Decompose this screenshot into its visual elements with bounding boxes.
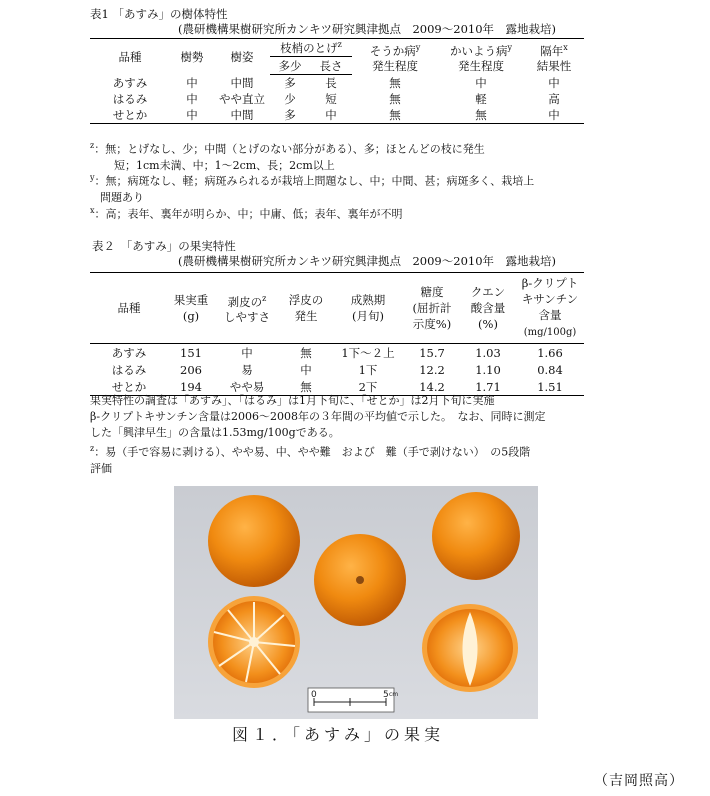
table1 (90, 38, 584, 124)
t1-header-alternate-label: 隔年 (540, 43, 564, 58)
table-row (90, 75, 584, 92)
t1-cell-variety: はるみ (112, 92, 148, 106)
t2-header-peel-1: 剥皮の (227, 294, 263, 309)
t1-header-thorn-label: 枝梢のとげ (280, 40, 338, 55)
t2-header-peel-2: しやすさ (224, 310, 270, 325)
t1-cell-scab: 無 (389, 108, 401, 122)
t2-cell-variety: あすみ (111, 345, 147, 360)
t2-header-weight-1: 果実重 (173, 293, 209, 307)
t2-cell-sugar: 14.2 (419, 379, 445, 394)
t1-note-x-mark: x (90, 206, 95, 215)
t1-cell-canker: 軽 (475, 92, 487, 106)
t2-header-bcx (516, 273, 584, 344)
fruit-photo-svg (174, 486, 538, 719)
t2-header-peel (214, 273, 280, 344)
t2-cell-maturity: 1下 (358, 362, 378, 377)
t2-note-main-2: β-クリプトキサンチン含量は2006～2008年の３年間の平均値で示した。 なお、同時に測定 (90, 410, 546, 423)
t1-header-thorn-mark: z (337, 39, 342, 49)
t2-note-z-1: ：易（手で容易に剥ける）、やや易、中、やや難 および 難（手で剥けない） の5段階 (94, 445, 531, 459)
table-row (90, 361, 584, 378)
t2-header-bcx-1: β-クリプト (521, 276, 579, 290)
t1-note-y (90, 170, 610, 206)
t1-note-x (90, 203, 610, 223)
fruit-photo (174, 486, 538, 719)
t1-cell-alternate: 中 (548, 75, 560, 90)
t1-header-form: 樹姿 (230, 49, 254, 64)
t1-header-thorn (270, 39, 352, 57)
table2-caption: 表２ 「あすみ」の果実特性 (92, 239, 236, 253)
t2-note-z (90, 441, 630, 477)
table-row (90, 107, 584, 124)
table1-caption: 表1 「あすみ」の樹体特性 (90, 7, 228, 21)
t1-header-canker-label: かいよう病 (449, 43, 508, 58)
fruit-stem-icon (356, 576, 364, 584)
t1-cell-scab: 無 (389, 75, 401, 90)
t2-header-maturity-1: 成熟期 (350, 293, 386, 307)
t2-header-sugar-1: 糖度 (420, 285, 444, 299)
t2-header-sugar-2: (屈折計 (412, 301, 452, 315)
t1-note-z (90, 138, 610, 174)
t1-cell-amount: 少 (284, 92, 296, 106)
t2-cell-bcx: 0.84 (537, 362, 563, 377)
t2-header-variety: 品種 (90, 273, 168, 344)
t2-cell-puff: 無 (300, 379, 312, 394)
t1-header-variety: 品種 (118, 49, 142, 64)
t1-cell-amount: 多 (284, 108, 296, 122)
t1-header-thorn-length: 長さ (310, 57, 352, 75)
t2-cell-peel: 易 (241, 362, 253, 377)
t2-header-sugar (404, 273, 460, 344)
figure-caption: 図１．「あすみ」の果実 (232, 725, 445, 744)
t2-header-puff (280, 273, 332, 344)
t2-header-maturity (332, 273, 404, 344)
t2-header-maturity-2: (月旬) (352, 309, 384, 323)
t2-header-acid (460, 273, 516, 344)
author: （吉岡照高） (594, 773, 684, 789)
t1-header-alternate (524, 39, 584, 75)
t1-cell-vigor: 中 (186, 108, 198, 122)
fruit-longitudinal-section (422, 604, 518, 692)
t2-cell-sugar: 12.2 (419, 362, 445, 377)
table2-subtitle: (農研機構果樹研究所カンキツ研究興津拠点 2009～2010年 露地栽培) (178, 254, 557, 268)
t2-note-main (90, 393, 630, 441)
ruler-five-label: 5 (383, 690, 389, 700)
t1-header-scab-label2: 発生程度 (372, 58, 418, 73)
t2-cell-puff: 無 (300, 345, 312, 360)
table1-subtitle: (農研機構果樹研究所カンキツ研究興津拠点 2009～2010年 露地栽培) (178, 22, 557, 36)
t1-header-canker (438, 39, 524, 75)
t2-cell-variety: はるみ (111, 362, 147, 377)
t1-header-scab-mark: y (415, 42, 421, 52)
t1-cell-scab: 無 (389, 92, 401, 106)
t1-cell-length: 中 (325, 108, 337, 122)
t1-header-thorn-amount: 多少 (270, 57, 310, 75)
t1-header-canker-mark: y (507, 42, 513, 52)
t2-cell-puff: 中 (300, 362, 312, 377)
t2-header-bcx-4: (mg/100g) (523, 327, 577, 338)
whole-fruit-left (208, 495, 300, 587)
t2-header-puff-2: 発生 (294, 309, 318, 323)
ruler-zero-label: 0 (311, 690, 317, 700)
t1-cell-form: 中間 (230, 108, 254, 122)
t2-header-bcx-3: 含量 (538, 308, 562, 322)
t1-cell-vigor: 中 (186, 75, 198, 90)
ruler-unit-label: cm (389, 691, 399, 698)
whole-fruit-right (432, 492, 520, 580)
t1-cell-amount: 多 (284, 76, 296, 90)
t1-cell-canker: 中 (475, 75, 487, 90)
t2-cell-weight: 151 (180, 345, 202, 360)
t1-note-z-line1: ：無；とげなし、少；中間（とげのない部分がある）、多；ほとんどの枝に発生 (94, 142, 485, 156)
t2-cell-weight: 194 (180, 379, 202, 394)
t2-header-acid-2: 酸含量 (470, 301, 506, 315)
t2-cell-peel: やや易 (229, 379, 265, 394)
t2-header-acid-1: クエン (470, 285, 506, 299)
t1-cell-alternate: 中 (548, 108, 560, 122)
t1-note-x-line1: ：高；表年、裏年が明らか、中；中庸、低；表年、裏年が不明 (94, 207, 403, 221)
t2-cell-maturity: 2下 (358, 379, 378, 394)
t1-note-y-line2: 問題あり (100, 190, 144, 204)
t1-cell-canker: 無 (475, 108, 487, 122)
scale-ruler (308, 688, 398, 712)
t2-note-z-mark: z (90, 444, 95, 453)
t2-cell-acid: 1.71 (475, 379, 501, 394)
t1-header-scab (352, 39, 438, 75)
t1-header-alternate-mark: x (563, 42, 568, 52)
t2-note-main-1: 果実特性の調査は「あすみ」、「はるみ」は1月下旬に、「せとか」は2月下旬に実施 (90, 394, 495, 407)
t1-header-vigor: 樹勢 (180, 49, 204, 64)
t1-header-canker-label2: 発生程度 (458, 58, 504, 73)
t2-header-bcx-2: キサンチン (521, 292, 579, 306)
t2-cell-acid: 1.03 (475, 345, 501, 360)
t2-cell-acid: 1.10 (475, 362, 501, 377)
t1-cell-vigor: 中 (186, 92, 198, 106)
t2-cell-bcx: 1.66 (537, 345, 563, 360)
t1-cell-length: 短 (325, 92, 337, 106)
t2-header-sugar-3: 示度%) (412, 317, 452, 331)
t2-header-weight (168, 273, 214, 344)
t1-cell-form: やや直立 (219, 92, 265, 106)
t2-cell-peel: 中 (241, 345, 253, 360)
t2-note-main-3: した「興津早生」の含量は1.53mg/100gである。 (90, 426, 340, 439)
table-row (90, 344, 584, 362)
t1-note-y-line1: ：無；病斑なし、軽；病斑みられるが栽培上問題なし、中；中間、甚；病斑多く、栽培上 (94, 174, 535, 188)
t1-header-alternate-label2: 結果性 (536, 58, 572, 73)
t2-cell-bcx: 1.51 (537, 379, 563, 394)
t2-cell-variety: せとか (111, 379, 147, 394)
t1-cell-alternate: 高 (548, 92, 560, 106)
t1-note-z-line2: 短；1cm未満、中；1～2cm、長；2cm以上 (114, 158, 335, 172)
t2-header-acid-3: (%) (478, 317, 498, 331)
t2-cell-sugar: 15.7 (419, 345, 445, 360)
t1-cell-variety: せとか (112, 108, 148, 122)
table-row (90, 91, 584, 107)
table2 (90, 272, 584, 396)
t1-note-z-mark: z (90, 141, 95, 150)
t2-cell-weight: 206 (180, 362, 202, 377)
t2-header-puff-1: 浮皮の (288, 293, 324, 307)
t1-note-y-mark: y (90, 173, 95, 182)
t2-note-z-2: 評価 (90, 461, 112, 475)
fruit-cross-section (208, 596, 300, 688)
t1-cell-form: 中間 (230, 75, 254, 90)
t2-header-weight-2: (g) (182, 309, 200, 323)
t1-cell-length: 長 (325, 76, 337, 90)
t2-header-peel-mark: z (262, 293, 267, 303)
t2-cell-maturity: 1下～２上 (341, 345, 395, 360)
t1-cell-variety: あすみ (112, 75, 148, 90)
t1-header-scab-label: そうか病 (369, 43, 416, 58)
